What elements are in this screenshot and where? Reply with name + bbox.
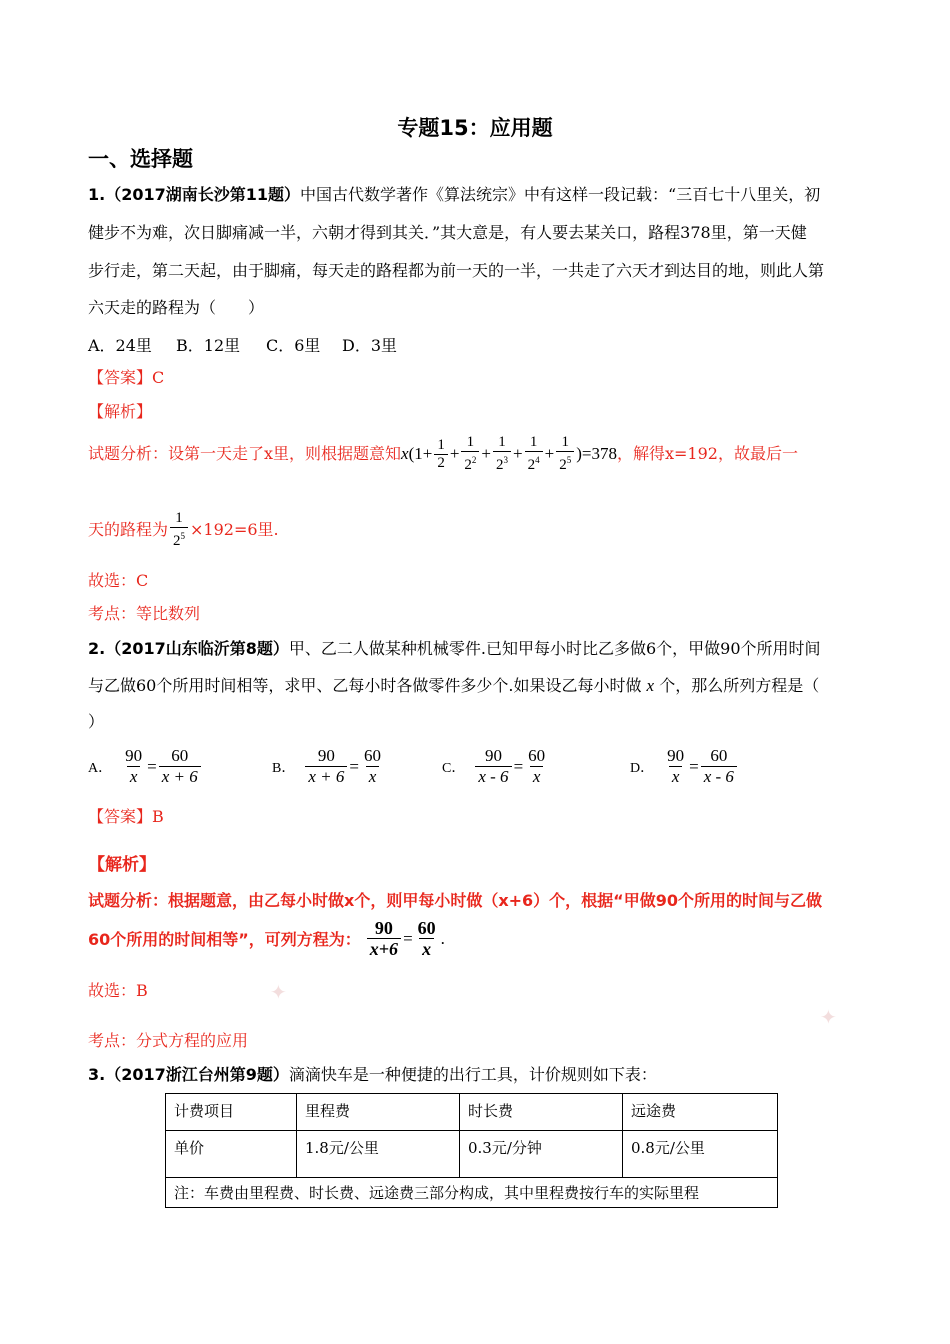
fee-header-item: 计费项目 [166, 1094, 297, 1131]
q1-analysis-line-2 [88, 510, 279, 550]
q1-equation-result: =378 [581, 444, 617, 463]
q1-choose: 故选：C [88, 571, 149, 590]
q2-text-2: 与乙做60个所用时间相等，求甲、乙每小时各做零件多少个.如果设乙每小时做 [88, 676, 642, 695]
q2-option-c-label: C． [442, 760, 466, 776]
q3-text: 滴滴快车是一种便捷的出行工具，计价规则如下表： [288, 1065, 657, 1084]
fee-table-row [166, 1131, 778, 1178]
q1-last-frac: $\frac{1}{2^5}$ [170, 510, 188, 550]
fee-header-distance: 远途费 [623, 1094, 778, 1131]
q2-text-4: ） [88, 712, 105, 731]
fee-table-note-row [166, 1178, 778, 1208]
q3-head: 3.（2017浙江台州第9题） [88, 1065, 289, 1084]
q1-analysis-suffix: ，解得x=192，故最后一 [616, 444, 798, 463]
q3-line-1 [88, 1064, 657, 1086]
q1-option-c: C．6里 [266, 336, 321, 355]
q2-option-a-label: A． [88, 760, 113, 776]
q1-frac-1: $\frac{1}{2}$ [434, 437, 448, 472]
q1-text-4: 六天走的路程为（ ） [88, 298, 265, 317]
q2-option-b-right: $\frac{60}{x}$ [363, 746, 381, 786]
fee-table [165, 1093, 778, 1208]
q2-option-c-right: $\frac{60}{x}$ [528, 746, 546, 786]
q2-text-1: 甲、乙二人做某种机械零件.已知甲每小时比乙多做6个，甲做90个所用时间 [288, 639, 821, 658]
q1-frac-3: $\frac{1}{2^3}$ [493, 434, 511, 474]
q2-choose: 故选：B [88, 981, 148, 1000]
fee-cell-distance: 0.8元/公里 [623, 1131, 778, 1178]
q2-option-c: C． $\frac{90}{x - 6}$ = $\frac{60}{x}$ [442, 746, 550, 787]
section-heading: 一、选择题 [88, 147, 193, 171]
q1-line-1 [88, 184, 820, 206]
q2-head: 2.（2017山东临沂第8题） [88, 639, 289, 658]
fee-header-mileage: 里程费 [297, 1094, 460, 1131]
q2-analysis-label: 【解析】 [88, 855, 156, 875]
q2-option-c-left: $\frac{90}{x - 6}$ [475, 746, 511, 787]
page-title: 专题15：应用题 [397, 116, 553, 140]
q1-option-d: D．3里 [342, 336, 398, 355]
q2-option-b-label: B． [272, 760, 296, 776]
fee-table-header-row [166, 1094, 778, 1131]
q1-analysis-line-1 [88, 434, 798, 474]
q2-option-d-right: $\frac{60}{x - 6}$ [701, 746, 737, 787]
q2-option-a-right: $\frac{60}{x + 6}$ [159, 746, 201, 787]
q2-analysis-line-2 [88, 918, 445, 959]
q2-equation: $\frac{90}{x+6}$ = $\frac{60}{x}$ . [365, 918, 445, 959]
fee-cell-time: 0.3元/分钟 [460, 1131, 623, 1178]
q2-line-1 [88, 638, 821, 660]
q1-option-a: A．24里 [88, 336, 152, 355]
q2-analysis-line-2-text: 60个所用的时间相等”，可列方程为： [88, 930, 361, 949]
fee-cell-mileage: 1.8元/公里 [297, 1131, 460, 1178]
q1-answer-value: C [152, 368, 165, 387]
q1-line2-prefix: 天的路程为 [88, 520, 169, 539]
q1-analysis-label: 【解析】 [88, 402, 153, 421]
q2-option-a-left: $\frac{90}{x}$ [125, 746, 143, 786]
q1-answer-label: 【答案】 [88, 368, 153, 387]
q1-text-2: 健步不为难，次日脚痛减一半，六朝才得到其关．”其大意是，有人要去某关口，路程378里，第一天健 [88, 223, 807, 242]
q1-frac-5: $\frac{1}{2^5}$ [556, 434, 574, 474]
q2-option-b-left: $\frac{90}{x + 6}$ [305, 746, 347, 787]
q2-answer-label: 【答案】 [88, 807, 153, 826]
fee-cell-unit: 单价 [166, 1131, 297, 1178]
q2-analysis-line-1: 试题分析：根据题意，由乙每小时做x个，则甲每小时做（x+6）个，根据“甲做90个所用的时间与乙做 [88, 891, 822, 910]
q1-text-1: 中国古代数学著作《算法统宗》中有这样一段记载：“三百七十八里关，初 [300, 185, 821, 204]
watermark-mark-left: ✦ [270, 980, 287, 1004]
q2-option-d-label: D． [630, 760, 655, 776]
q2-option-b: B． $\frac{90}{x + 6}$ = $\frac{60}{x}$ [272, 746, 386, 787]
q2-answer [88, 806, 164, 828]
q2-text-3: 个，那么所列方程是（ [659, 676, 820, 695]
fee-header-time: 时长费 [460, 1094, 623, 1131]
q2-eq-right: $\frac{60}{x}$ [417, 918, 436, 959]
q2-option-d-left: $\frac{90}{x}$ [667, 746, 685, 786]
q2-eq-left: $\frac{90}{x+6}$ [367, 918, 401, 959]
q2-point: 考点：分式方程的应用 [88, 1031, 249, 1050]
q1-point: 考点：等比数列 [88, 604, 201, 623]
q1-analysis-prefix: 试题分析：设第一天走了x里，则根据题意知 [88, 444, 402, 463]
q1-text-3: 步行走，第二天起，由于脚痛，每天走的路程都为前一天的一半，一共走了六天才到达目的地，则此人第 [88, 261, 825, 280]
q2-option-d: D． $\frac{90}{x}$ = $\frac{60}{x - 6}$ [630, 746, 739, 787]
q1-line2-suffix: ×192=6里. [190, 520, 279, 539]
q2-var: x [646, 676, 655, 695]
q1-equation: x (1+ $\frac{1}{2}$ + $\frac{1}{2^2}$ + $\frac{1}{2^3}$ + $\frac{1}{2^4}$ + $\frac{1}{2^5}$ ) =378 [401, 434, 617, 473]
q1-frac-2: $\frac{1}{2^2}$ [461, 434, 479, 474]
watermark-mark-right: ✦ [820, 1005, 837, 1029]
q1-option-b: B．12里 [176, 336, 241, 355]
q1-head: 1.（2017湖南长沙第11题） [88, 185, 301, 204]
q1-answer [88, 367, 164, 389]
q2-line-2 [88, 675, 819, 697]
fee-table-note: 注：车费由里程费、时长费、远途费三部分构成，其中里程费按行车的实际里程 [166, 1178, 778, 1208]
q2-option-a: A． $\frac{90}{x}$ = $\frac{60}{x + 6}$ [88, 746, 203, 787]
q2-answer-value: B [152, 807, 164, 826]
q1-frac-4: $\frac{1}{2^4}$ [525, 434, 543, 474]
